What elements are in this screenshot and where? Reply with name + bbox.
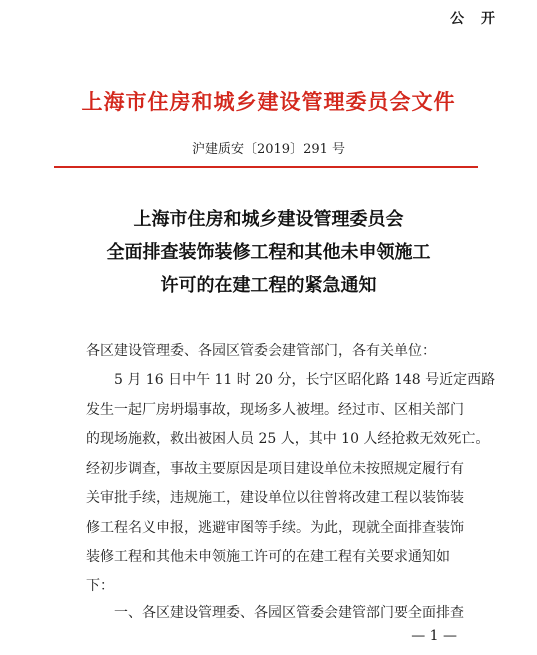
body-line: 装修工程和其他未申领施工许可的在建工程有关要求通知如 xyxy=(86,549,450,565)
issuer-heading: 上海市住房和城乡建设管理委员会文件 xyxy=(81,89,456,114)
body-line: 经初步调查，事故主要原因是项目建设单位未按照规定履行有 xyxy=(86,461,464,477)
body-line: 的现场施救，救出被困人员 25 人，其中 10 人经抢救无效死亡。 xyxy=(86,431,490,447)
title-line: 全面排查装饰装修工程和其他未申领施工 xyxy=(106,242,431,263)
body-line: 5 月 16 日中午 11 时 20 分，长宁区昭化路 148 号近定西路 xyxy=(114,372,496,388)
public-label: 公 开 xyxy=(450,11,501,27)
body-line: 一、各区建设管理委、各园区管委会建管部门要全面排查 xyxy=(114,605,464,621)
title-line: 上海市住房和城乡建设管理委员会 xyxy=(133,209,404,230)
body-line: 关审批手续，违规施工，建设单位以往曾将改建工程以装饰装 xyxy=(86,490,464,506)
document-number: 沪建质安〔2019〕291 号 xyxy=(191,142,346,157)
red-divider xyxy=(54,166,478,168)
body-line: 修工程名义申报，逃避审图等手续。为此，现就全面排查装饰 xyxy=(86,520,464,536)
body-line: 发生一起厂房坍塌事故，现场多人被埋。经过市、区相关部门 xyxy=(86,402,464,418)
page-number: — 1 — xyxy=(411,628,457,644)
title-line: 许可的在建工程的紧急通知 xyxy=(160,275,377,296)
salutation: 各区建设管理委、各园区管委会建管部门，各有关单位： xyxy=(86,343,436,359)
body-line: 下： xyxy=(86,578,114,594)
